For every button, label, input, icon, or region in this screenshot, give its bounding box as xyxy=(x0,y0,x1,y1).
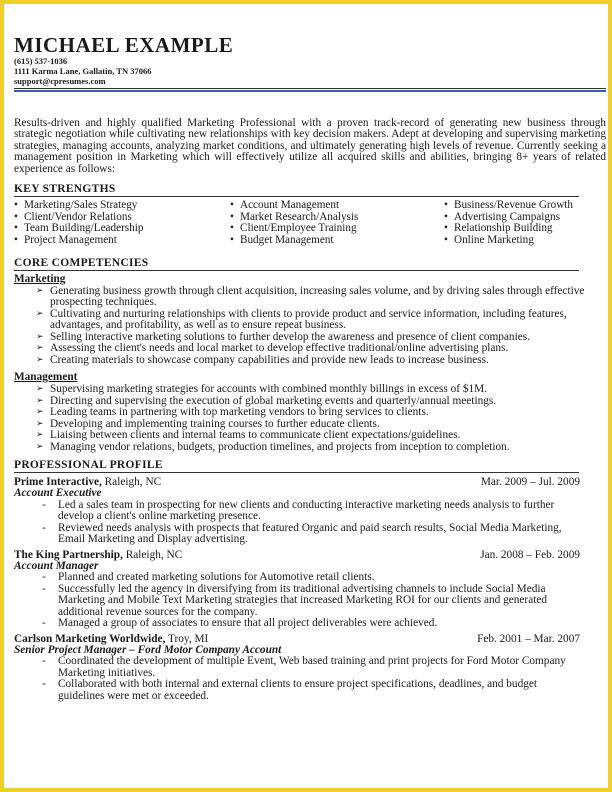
contact-phone: (615) 537-1036 xyxy=(14,56,68,66)
job-location: Troy, MI xyxy=(165,632,209,645)
job-duties xyxy=(14,500,606,546)
summary-paragraph: Results-driven and highly qualified Marketing Professional with a proven track-record of generating new business through strategic negotiation while cultivating new relationships with key decision makers. Adept at developing and supervising marketing strategies, managing accounts, analyzing market conditions, and ultimately generating high levels of revenue. Currently seeking a management position in Marketing which will effectively utilize all acquired skills and abilities, bringing 8+ years of related experience as follows: xyxy=(14,117,606,175)
competency-item: ➢ Supervising marketing strategies for accounts with combined monthly billings in excess of $1M. xyxy=(14,384,606,396)
candidate-name: MICHAEL EXAMPLE xyxy=(14,33,234,57)
competency-item: ➢ Leading teams in partnering with top marketing vendors to bring services to clients. xyxy=(14,407,606,419)
job-duty: - Coordinated the development of multiple Event, Web based training and print projects for Ford Motor Company Marketing initiatives. xyxy=(14,656,606,679)
job-duty: - Reviewed needs analysis with prospects that featured Organic and paid search results, Social Media Marketing, Email Marketing and Display advertising. xyxy=(14,523,606,546)
strength-item: • Business/Revenue Growth xyxy=(444,200,604,212)
job-entry xyxy=(14,633,606,703)
competency-item: ➢ Managing vendor relations, budgets, production timelines, and projects from inception to completion. xyxy=(14,442,606,454)
job-duty: - Managed a group of associates to ensure that all project deliverables were achieved. xyxy=(14,618,606,630)
strength-item: • Team Building/Leadership xyxy=(14,223,230,235)
management-list xyxy=(14,384,606,453)
competency-item: ➢ Selling interactive marketing solutions to further develop the awareness and presence of client companies. xyxy=(14,332,606,344)
competencies-rule xyxy=(14,270,579,271)
job-header xyxy=(14,549,606,561)
marketing-list xyxy=(14,286,606,367)
profile-title: PROFESSIONAL PROFILE xyxy=(14,459,163,472)
strengths-column-3 xyxy=(444,200,604,247)
competency-item: ➢ Creating materials to showcase company capabilities and provide new leads to increase business. xyxy=(14,355,606,367)
strength-item: • Budget Management xyxy=(230,235,444,247)
competencies-title: CORE COMPETENCIES xyxy=(14,256,149,269)
strength-item: • Relationship Building xyxy=(444,223,604,235)
job-title: Account Manager xyxy=(14,559,99,572)
profile-rule xyxy=(14,472,579,473)
job-duty: - Successfully led the agency in diversifying from its traditional advertising channels to include Social Media Marketing and Mobile Text Marketing strategies that increased Marketing ROI for our clients and generated additional revenue sources for the company. xyxy=(14,584,606,619)
job-company: Prime Interactive, xyxy=(14,476,102,489)
strengths-rule xyxy=(14,196,579,197)
job-company: The King Partnership, xyxy=(14,548,123,561)
job-dates: Feb. 2001 – Mar. 2007 xyxy=(477,632,580,645)
competency-item: ➢ Directing and supervising the execution of global marketing events and quarterly/annual meetings. xyxy=(14,396,606,408)
job-dates: Mar. 2009 – Jul. 2009 xyxy=(480,476,580,489)
strength-item: • Market Research/Analysis xyxy=(230,212,444,224)
competency-item: ➢ Liaising between clients and internal teams to communicate client expectations/guidelines. xyxy=(14,430,606,442)
job-location: Raleigh, NC xyxy=(101,476,162,489)
strength-item: • Project Management xyxy=(14,235,230,247)
competency-item: ➢ Cultivating and nurturing relationships with clients to provide product and service information, including features, advantages, and profitability, as well as to ensure repeat business. xyxy=(14,309,606,332)
strength-item: • Online Marketing xyxy=(444,235,604,247)
resume-page xyxy=(14,34,606,702)
strengths-column-1 xyxy=(14,200,230,247)
strength-item: • Advertising Campaigns xyxy=(444,212,604,224)
management-heading: Management xyxy=(14,371,78,384)
job-duty: - Collaborated with both internal and external clients to ensure project specifications, deadlines, and budget guidelines were met or exceeded. xyxy=(14,679,606,702)
strengths-column-2 xyxy=(230,200,444,247)
marketing-heading: Marketing xyxy=(14,272,66,285)
job-entry xyxy=(14,549,606,630)
contact-email: support@cpresumes.com xyxy=(14,76,106,86)
strength-item: • Client/Employee Training xyxy=(230,223,444,235)
job-entry xyxy=(14,476,606,546)
job-title: Account Executive xyxy=(14,487,102,500)
job-duty: - Led a sales team in prospecting for new clients and conducting interactive marketing needs analysis to further develop a client's online marketing presence. xyxy=(14,500,606,523)
header-rule xyxy=(14,88,606,89)
strength-item: • Client/Vendor Relations xyxy=(14,212,230,224)
job-duties xyxy=(14,656,606,702)
job-duty: - Planned and created marketing solutions for Automotive retail clients. xyxy=(14,572,606,584)
strengths-title: KEY STRENGTHS xyxy=(14,183,116,196)
contact-address: 1111 Karma Lane, Gallatin, TN 37066 xyxy=(14,66,152,76)
job-company: Carlson Marketing Worldwide, xyxy=(14,632,166,645)
job-header xyxy=(14,476,606,488)
strength-item: • Account Management xyxy=(230,200,444,212)
job-title: Senior Project Manager – Ford Motor Company Account xyxy=(14,643,282,656)
competency-item: ➢ Generating business growth through client acquisition, increasing sales volume, and by driving sales through effective prospecting techniques. xyxy=(14,286,606,309)
strength-item: • Marketing/Sales Strategy xyxy=(14,200,230,212)
strengths-grid xyxy=(14,200,606,247)
competency-item: ➢ Assessing the client's needs and local market to develop effective traditional/online advertising plans. xyxy=(14,343,606,355)
resume-header xyxy=(14,34,606,92)
job-duties xyxy=(14,572,606,630)
job-dates: Jan. 2008 – Feb. 2009 xyxy=(480,548,580,561)
competency-item: ➢ Developing and implementing training courses to further educate clients. xyxy=(14,419,606,431)
job-location: Raleigh, NC xyxy=(122,548,183,561)
header-rule-blue xyxy=(14,90,606,92)
